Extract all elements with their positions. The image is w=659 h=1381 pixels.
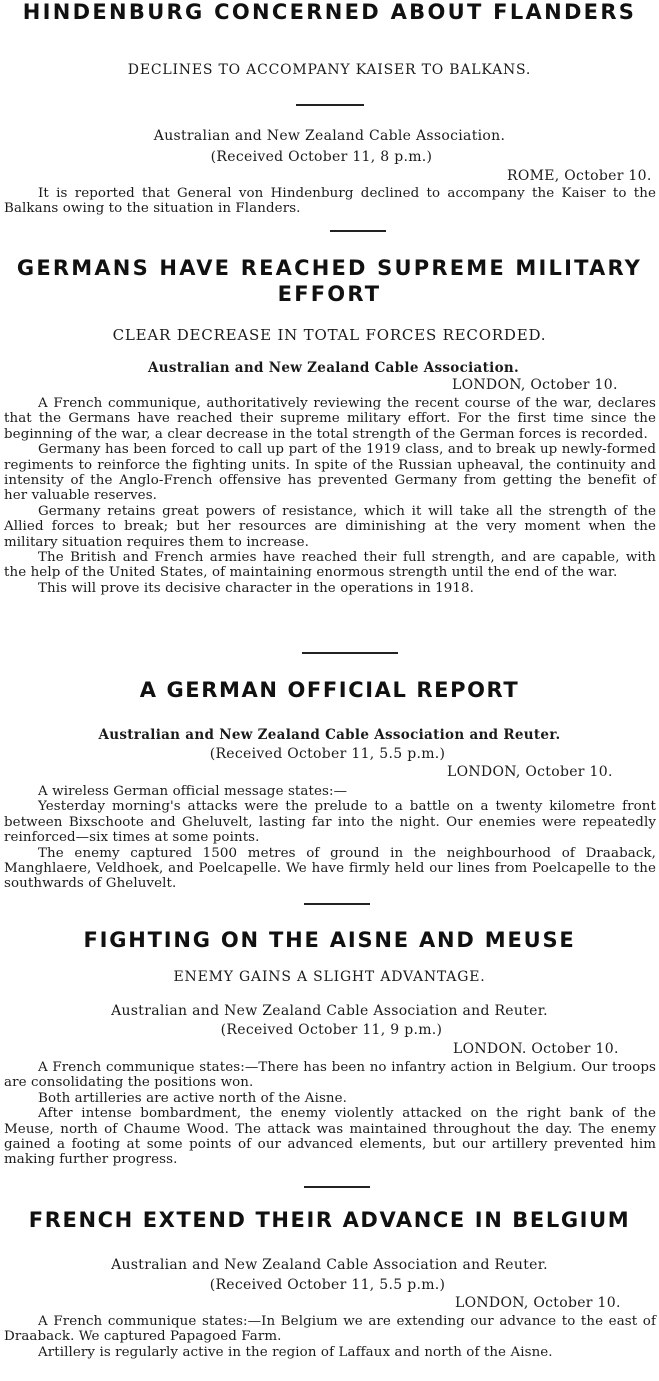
headline-line: EFFORT (277, 282, 382, 306)
paragraph: Artillery is regularly active in the region of Laffaux and north of the Aisne. (38, 1344, 553, 1360)
subheadline-supreme-effort: CLEAR DECREASE IN TOTAL FORCES RECORDED. (112, 326, 547, 344)
agency-line: Australian and New Zealand Cable Association and Reuter. (98, 727, 561, 743)
paragraph: A French communique states:—In Belgium we are extending our advance to the east of Draaback. We captured Papagoed Farm. (4, 1314, 656, 1345)
headline-german-report: A GERMAN OFFICIAL REPORT (139, 678, 520, 702)
paragraph: The enemy captured 1500 metres of ground in the neighbourhood of Draaback, Manghlaere, Veldhoek, and Poelcapelle. We have firmly held our lines from Poelcapelle to the southwards of Gheluvelt. (4, 845, 656, 892)
dateline: LONDON, October 10. (455, 1295, 621, 1311)
headline-aisne-meuse: FIGHTING ON THE AISNE AND MEUSE (83, 928, 576, 952)
headline-hindenburg: HINDENBURG CONCERNED ABOUT FLANDERS (22, 0, 637, 24)
article-body-supreme-effort (4, 396, 656, 596)
dateline: ROME, October 10. (507, 168, 652, 184)
paragraph: A French communique states:—There has been no infantry action in Belgium. Our troops are consolidating the positions won. (4, 1060, 656, 1091)
dateline: LONDON. October 10. (453, 1041, 619, 1057)
divider-rule (304, 903, 370, 905)
paragraph: This will prove its decisive character in the operations in 1918. (38, 580, 475, 596)
received-line: (Received October 11, 5.5 p.m.) (209, 1277, 446, 1293)
paragraph: Germany retains great powers of resistance, which it will take all the strength of the Allied forces to break; but her resources are diminishing at the very moment when the military situation requires them to increase. (4, 503, 656, 550)
headline-line: GERMANS HAVE REACHED SUPREME MILITARY (16, 256, 643, 280)
headline-supreme-effort (0, 255, 659, 307)
paragraph: A French communique, authoritatively reviewing the recent course of the war, declares that the Germans have reached their supreme military effort. For the first time since the beginning of the war, a clear decrease in the total strength of the German forces is recorded. (4, 396, 656, 442)
paragraph: Yesterday morning's attacks were the prelude to a battle on a twenty kilometre front between Bixschoote and Gheluvelt, lasting far into the night. Our enemies were repeatedly reinforced—six times at some points. (4, 799, 656, 846)
article-body-aisne-meuse (4, 1060, 656, 1168)
agency-line: Australian and New Zealand Cable Association and Reuter. (111, 1003, 548, 1019)
received-line: (Received October 11, 5.5 p.m.) (209, 746, 446, 762)
agency-line: Australian and New Zealand Cable Association. (148, 360, 519, 376)
dateline: LONDON, October 10. (452, 377, 618, 393)
paragraph: After intense bombardment, the enemy violently attacked on the right bank of the Meuse, north of Chaume Wood. The attack was maintained throughout the day. The enemy gained a footing at some points of our advanced elements, but our artillery prevented him making further progress. (4, 1106, 656, 1168)
paragraph: Germany has been forced to call up part of the 1919 class, and to break up newly-formed regiments to reinforce the fighting units. In spite of the Russian upheaval, the continuity and intensity of the Anglo-French offensive has prevented Germany from getting the benefit of her valuable reserves. (4, 442, 656, 504)
divider-rule (302, 652, 398, 654)
agency-line: Australian and New Zealand Cable Association and Reuter. (111, 1257, 548, 1273)
article-body-german-report (4, 784, 656, 892)
paragraph: Both artilleries are active north of the Aisne. (38, 1090, 348, 1106)
paragraph: It is reported that General von Hindenburg declined to accompany the Kaiser to the Balkans owing to the situation in Flanders. (4, 186, 656, 217)
paragraph: A wireless German official message states:— (38, 784, 348, 799)
agency-line: Australian and New Zealand Cable Association. (153, 128, 506, 144)
received-line: (Received October 11, 9 p.m.) (220, 1022, 443, 1038)
article-body-french-advance (4, 1314, 656, 1360)
subheadline-hindenburg: DECLINES TO ACCOMPANY KAISER TO BALKANS. (127, 62, 532, 78)
paragraph: The British and French armies have reached their full strength, and are capable, with the help of the United States, of maintaining enormous strength until the end of the war. (4, 550, 656, 581)
subheadline-aisne-meuse: ENEMY GAINS A SLIGHT ADVANTAGE. (173, 969, 486, 985)
dateline: LONDON, October 10. (447, 764, 613, 780)
divider-rule (330, 230, 386, 232)
headline-french-advance: FRENCH EXTEND THEIR ADVANCE IN BELGIUM (28, 1208, 631, 1232)
article-body-hindenburg (4, 186, 656, 217)
divider-rule (296, 104, 364, 106)
received-line: (Received October 11, 8 p.m.) (210, 149, 433, 165)
divider-rule (304, 1186, 370, 1188)
